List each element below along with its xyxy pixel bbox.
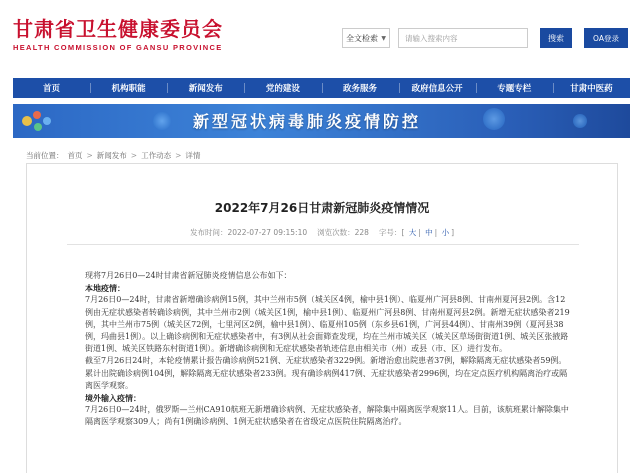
breadcrumb-current: 详情 [185, 151, 201, 160]
breadcrumb-home[interactable]: 首页 [67, 151, 83, 160]
search-placeholder: 请输入搜索内容 [405, 33, 458, 43]
article-paragraph: 7月26日0—24时，甘肃省新增确诊病例15例，其中兰州市5例（城关区4例，榆中县1例）、临夏州广河县8例、甘南州夏河县2例。含12例由无症状感染者转确诊病例，其中兰州市2例（城关区1例，榆中县1例）、临夏州广河县8例、甘南州夏河县2例。新增无症状感染者219例，其中兰州市75例（城关区72例，七里河区2例，榆中县1例）、临夏州105例（东乡县61例，广河县44例）、甘南州39例（夏河县38例，玛曲县1例）。以上确诊病例和无症状感染者中，有3例从社会面筛查发现，均在兰州市城关区（城关区草场街街道1例、城关区张掖路街道1例、城关区铁路东村街道1例）。新增确诊病例和无症状感染者轨迹信息由相关市（州）或县（市、区）进行发布。 [85, 295, 570, 354]
article-meta [27, 227, 617, 238]
banner-emblem-icon [17, 106, 57, 136]
nav-item-functions[interactable]: 机构职能 [90, 78, 167, 98]
search-scope-label: 全文检索 [346, 33, 378, 43]
breadcrumb-work[interactable]: 工作动态 [141, 151, 172, 160]
logo-english-title: HEALTH COMMISSION OF GANSU PROVINCE [13, 43, 223, 52]
publish-time [190, 227, 307, 238]
oa-login-button[interactable]: OA登录 [584, 28, 628, 48]
nav-item-news[interactable]: 新闻发布 [167, 78, 244, 98]
search-area [342, 28, 628, 48]
logo-chinese-title: 甘肃省卫生健康委员会 [13, 17, 223, 41]
breadcrumb [26, 150, 204, 161]
covid-banner[interactable] [13, 104, 630, 138]
chevron-down-icon: ▼ [381, 34, 386, 42]
article-panel [26, 163, 618, 473]
section-heading-local: 本地疫情： [85, 283, 125, 294]
font-size-medium-button[interactable]: 中 [425, 228, 433, 237]
search-scope-select[interactable] [342, 28, 390, 48]
nav-item-disclosure[interactable]: 政府信息公开 [399, 78, 476, 98]
article-paragraph: 截至7月26日24时，本轮疫情累计报告确诊病例521例、无症状感染者3229例。新增治愈出院患者37例，解除隔离无症状感染者59例。累计出院确诊病例104例，解除隔离无症状感染者233例。现有确诊病例417例、无症状感染者2996例，均在定点医疗机构隔离治疗或隔离医学观察。 [85, 356, 568, 390]
nav-item-home[interactable]: 首页 [43, 84, 61, 94]
article-intro: 现将7月26日0—24时甘肃省新冠肺炎疫情信息公布如下： [85, 271, 292, 280]
virus-decoration-icon [573, 114, 587, 128]
virus-decoration-icon [483, 108, 505, 130]
view-count [317, 227, 369, 238]
font-size-label: 字号： [378, 228, 402, 237]
breadcrumb-news[interactable]: 新闻发布 [96, 151, 127, 160]
meta-divider [67, 244, 579, 245]
nav-item-party[interactable]: 党的建设 [244, 78, 321, 98]
banner-title: 新型冠状病毒肺炎疫情防控 [193, 112, 422, 131]
search-button[interactable]: 搜索 [540, 28, 572, 48]
font-size-control: 字号：[ 大 | 中 | 小 ] [378, 228, 455, 237]
article-body [85, 270, 570, 429]
article-paragraph: 7月26日0—24时，俄罗斯—兰州CA910航班无新增确诊病例、无症状感染者，解除集中隔离医学观察11人。目前，该航班累计解除集中隔离医学观察309人；尚有1例确诊病例、1例无症状感染者在省级定点医院住院隔离治疗。 [85, 405, 569, 427]
article-title: 2022年7月26日甘肃新冠肺炎疫情情况 [214, 201, 430, 215]
views-label: 浏览次数： [317, 228, 355, 237]
main-nav [13, 78, 630, 98]
views-value: 228 [354, 228, 369, 237]
site-header [0, 0, 640, 75]
breadcrumb-separator: > [130, 151, 138, 160]
nav-item-tcm[interactable]: 甘肃中医药 [553, 78, 630, 98]
breadcrumb-separator: > [175, 151, 182, 160]
site-logo[interactable] [13, 18, 223, 52]
breadcrumb-prefix: 当前位置： [26, 151, 64, 160]
publish-label: 发布时间： [189, 228, 228, 237]
search-input[interactable] [398, 28, 528, 48]
virus-decoration-icon [153, 112, 171, 130]
breadcrumb-separator: > [86, 151, 93, 160]
section-heading-imported: 境外输入疫情： [85, 393, 141, 404]
font-size-small-button[interactable]: 小 [441, 228, 450, 237]
nav-item-topics[interactable]: 专题专栏 [476, 78, 553, 98]
nav-item-services[interactable]: 政务服务 [322, 78, 399, 98]
font-size-large-button[interactable]: 大 [408, 228, 417, 237]
publish-time-value: 2022-07-27 09:15:10 [227, 228, 308, 237]
